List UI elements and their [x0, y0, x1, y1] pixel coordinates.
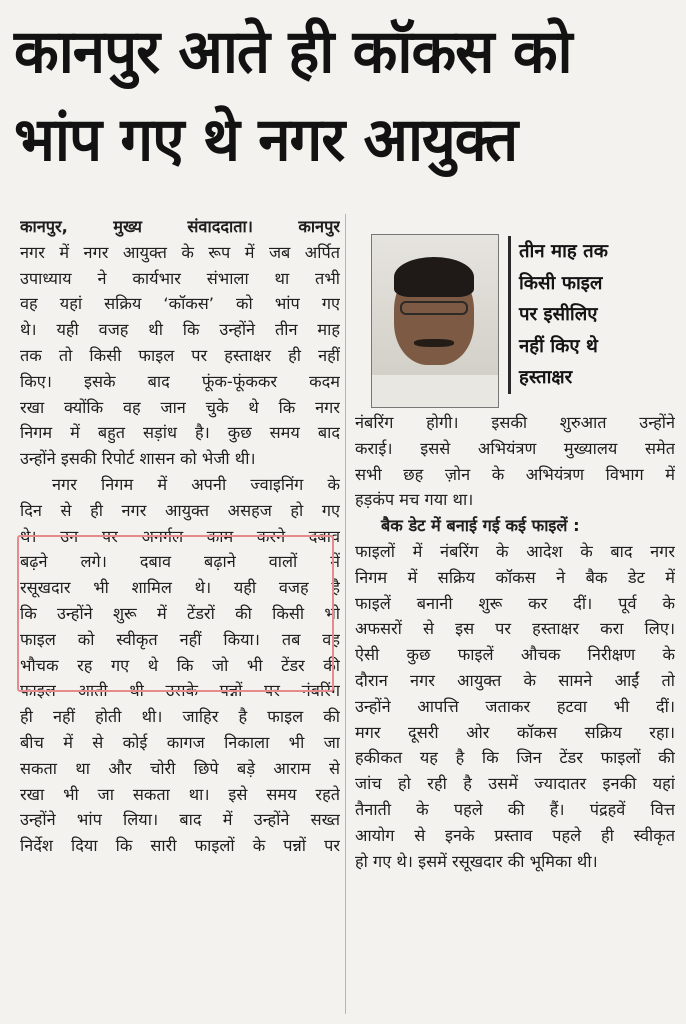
highlighted-line: दिन से ही नगर आयुक्त असहज हो गए: [20, 500, 340, 520]
article-line: फाइलें बनानी शुरू कर दीं। पूर्व के: [355, 593, 675, 613]
article-line: निर्देश दिया कि सारी फाइलों के पन्नों पर: [20, 836, 340, 856]
article-line: मगर दूसरी ओर कॉकस सक्रिय रहा।: [355, 722, 675, 742]
article-line: हो गए थे। इसमें रसूखदार की भूमिका थी।: [355, 851, 598, 871]
article-line: फाइल को स्वीकृत नहीं किया। तब वह: [20, 629, 340, 649]
headline-line-1: कानपुर आते ही कॉकस को: [14, 17, 572, 87]
article-line: कराई। इससे अभियंत्रण मुख्यालय समेत: [355, 438, 675, 458]
article-line: भौचक रह गए थे कि जो भी टेंडर की: [20, 655, 340, 675]
article-line: सभी छह ज़ोन के अभियंत्रण विभाग में: [355, 464, 675, 484]
article-line: कि उन्होंने शुरू में टेंडरों की किसी भी: [20, 603, 340, 623]
article-line: रखा भी जा सकता था। इसे समय रहते: [20, 784, 340, 804]
article-line: उपाध्याय ने कार्यभार संभाला था तभी: [20, 268, 340, 288]
article-line: रखा क्योंकि वह जान चुके थे कि नगर: [20, 397, 340, 417]
article-line: वह यहां सक्रिय ‘कॉकस’ को भांप गए: [20, 294, 340, 314]
article-line: किए। इसके बाद फूंक-फूंककर कदम: [20, 371, 340, 391]
article-line: निगम में सक्रिय कॉकस ने बैक डेट में: [355, 567, 675, 587]
article-line: निगम में बहुत सड़ांध है। कुछ समय बाद: [20, 423, 340, 443]
article-line: बीच में से कोई कागज निकाला भी जा: [20, 732, 340, 752]
article-line: उन्होंने इसकी रिपोर्ट शासन को भेजी थी।: [20, 449, 256, 469]
photo-glasses: [400, 301, 468, 315]
article-line: जांच हो रही है उसमें ज्यादातर इनकी यहां: [355, 774, 675, 794]
article-line: हकीकत यह है कि जिन टेंडर फाइलों की: [355, 748, 675, 768]
article-line: फाइल आती थी उसके पन्नों पर नंबरिंग: [20, 681, 340, 701]
article-line: फाइलों में नंबरिंग के आदेश के बाद नगर: [355, 541, 675, 561]
pull-quote: [508, 236, 669, 394]
highlighted-line: थे। उन पर अनर्गल काम करने दबाव: [20, 526, 340, 546]
article-line: तक तो किसी फाइल पर हस्ताक्षर ही नहीं: [20, 345, 340, 365]
dateline: कानपुर, मुख्य संवाददाता। कानपुर: [20, 217, 340, 236]
headline: [14, 8, 654, 184]
article-line: थे। यही वजह थी कि उन्होंने तीन माह: [20, 320, 340, 340]
article-line: नगर में नगर आयुक्त के रूप में जब अर्पित: [20, 242, 340, 262]
article-line: आयोग से इनके प्रस्ताव पहले ही स्वीकृत: [355, 825, 675, 845]
photo-mustache: [414, 339, 454, 347]
photo-shirt: [372, 375, 498, 408]
article-line: दौरान नगर आयुक्त के सामने आईं तो: [355, 670, 675, 690]
article-line: उन्होंने आपत्ति जताकर हटवा भी दीं।: [355, 696, 675, 716]
article-line: हड़कंप मच गया था।: [355, 490, 474, 510]
highlighted-line: नगर निगम में अपनी ज्वाइनिंग के: [52, 474, 340, 494]
person-photo: [371, 234, 499, 408]
highlighted-line: बढ़ने लगे। दबाव बढ़ाने वालों में: [20, 552, 340, 572]
article-line: अफसरों से इस पर हस्ताक्षर करा लिए।: [355, 619, 675, 639]
pull-quote-line: नहीं किए थे: [519, 335, 598, 357]
highlighted-line: रसूखदार भी शामिल थे। यही वजह है: [20, 578, 340, 598]
subheading: बैक डेट में बनाई गई कई फाइलें :: [381, 516, 580, 536]
article-line: सकता था और चोरी छिपे बड़े आराम से: [20, 758, 340, 778]
dateline-line: [20, 214, 340, 240]
photo-hair: [394, 257, 474, 297]
column-divider: [345, 214, 346, 1014]
pull-quote-line: पर इसीलिए: [519, 304, 598, 325]
pull-quote-line: किसी फाइल: [519, 272, 603, 294]
article-line: ऐसी कुछ फाइलें औचक निरीक्षण के: [355, 645, 675, 665]
highlight-box: [17, 535, 334, 692]
pull-quote-line: तीन माह तक: [519, 241, 608, 262]
pull-quote-line: हस्ताक्षर: [519, 367, 573, 388]
headline-line-2: भांप गए थे नगर आयुक्त: [14, 105, 518, 175]
right-column: [355, 410, 675, 874]
article-line: ही नहीं होती थी। जाहिर है फाइल की: [20, 707, 340, 727]
article-line: उन्होंने भांप लिया। बाद में उन्होंने सख्त: [20, 810, 340, 830]
article-line: नंबरिंग होगी। इसकी शुरुआत उन्होंने: [355, 413, 675, 432]
article-line: तैनाती के पहले की हैं। पंद्रहवें वित्त: [355, 799, 675, 819]
